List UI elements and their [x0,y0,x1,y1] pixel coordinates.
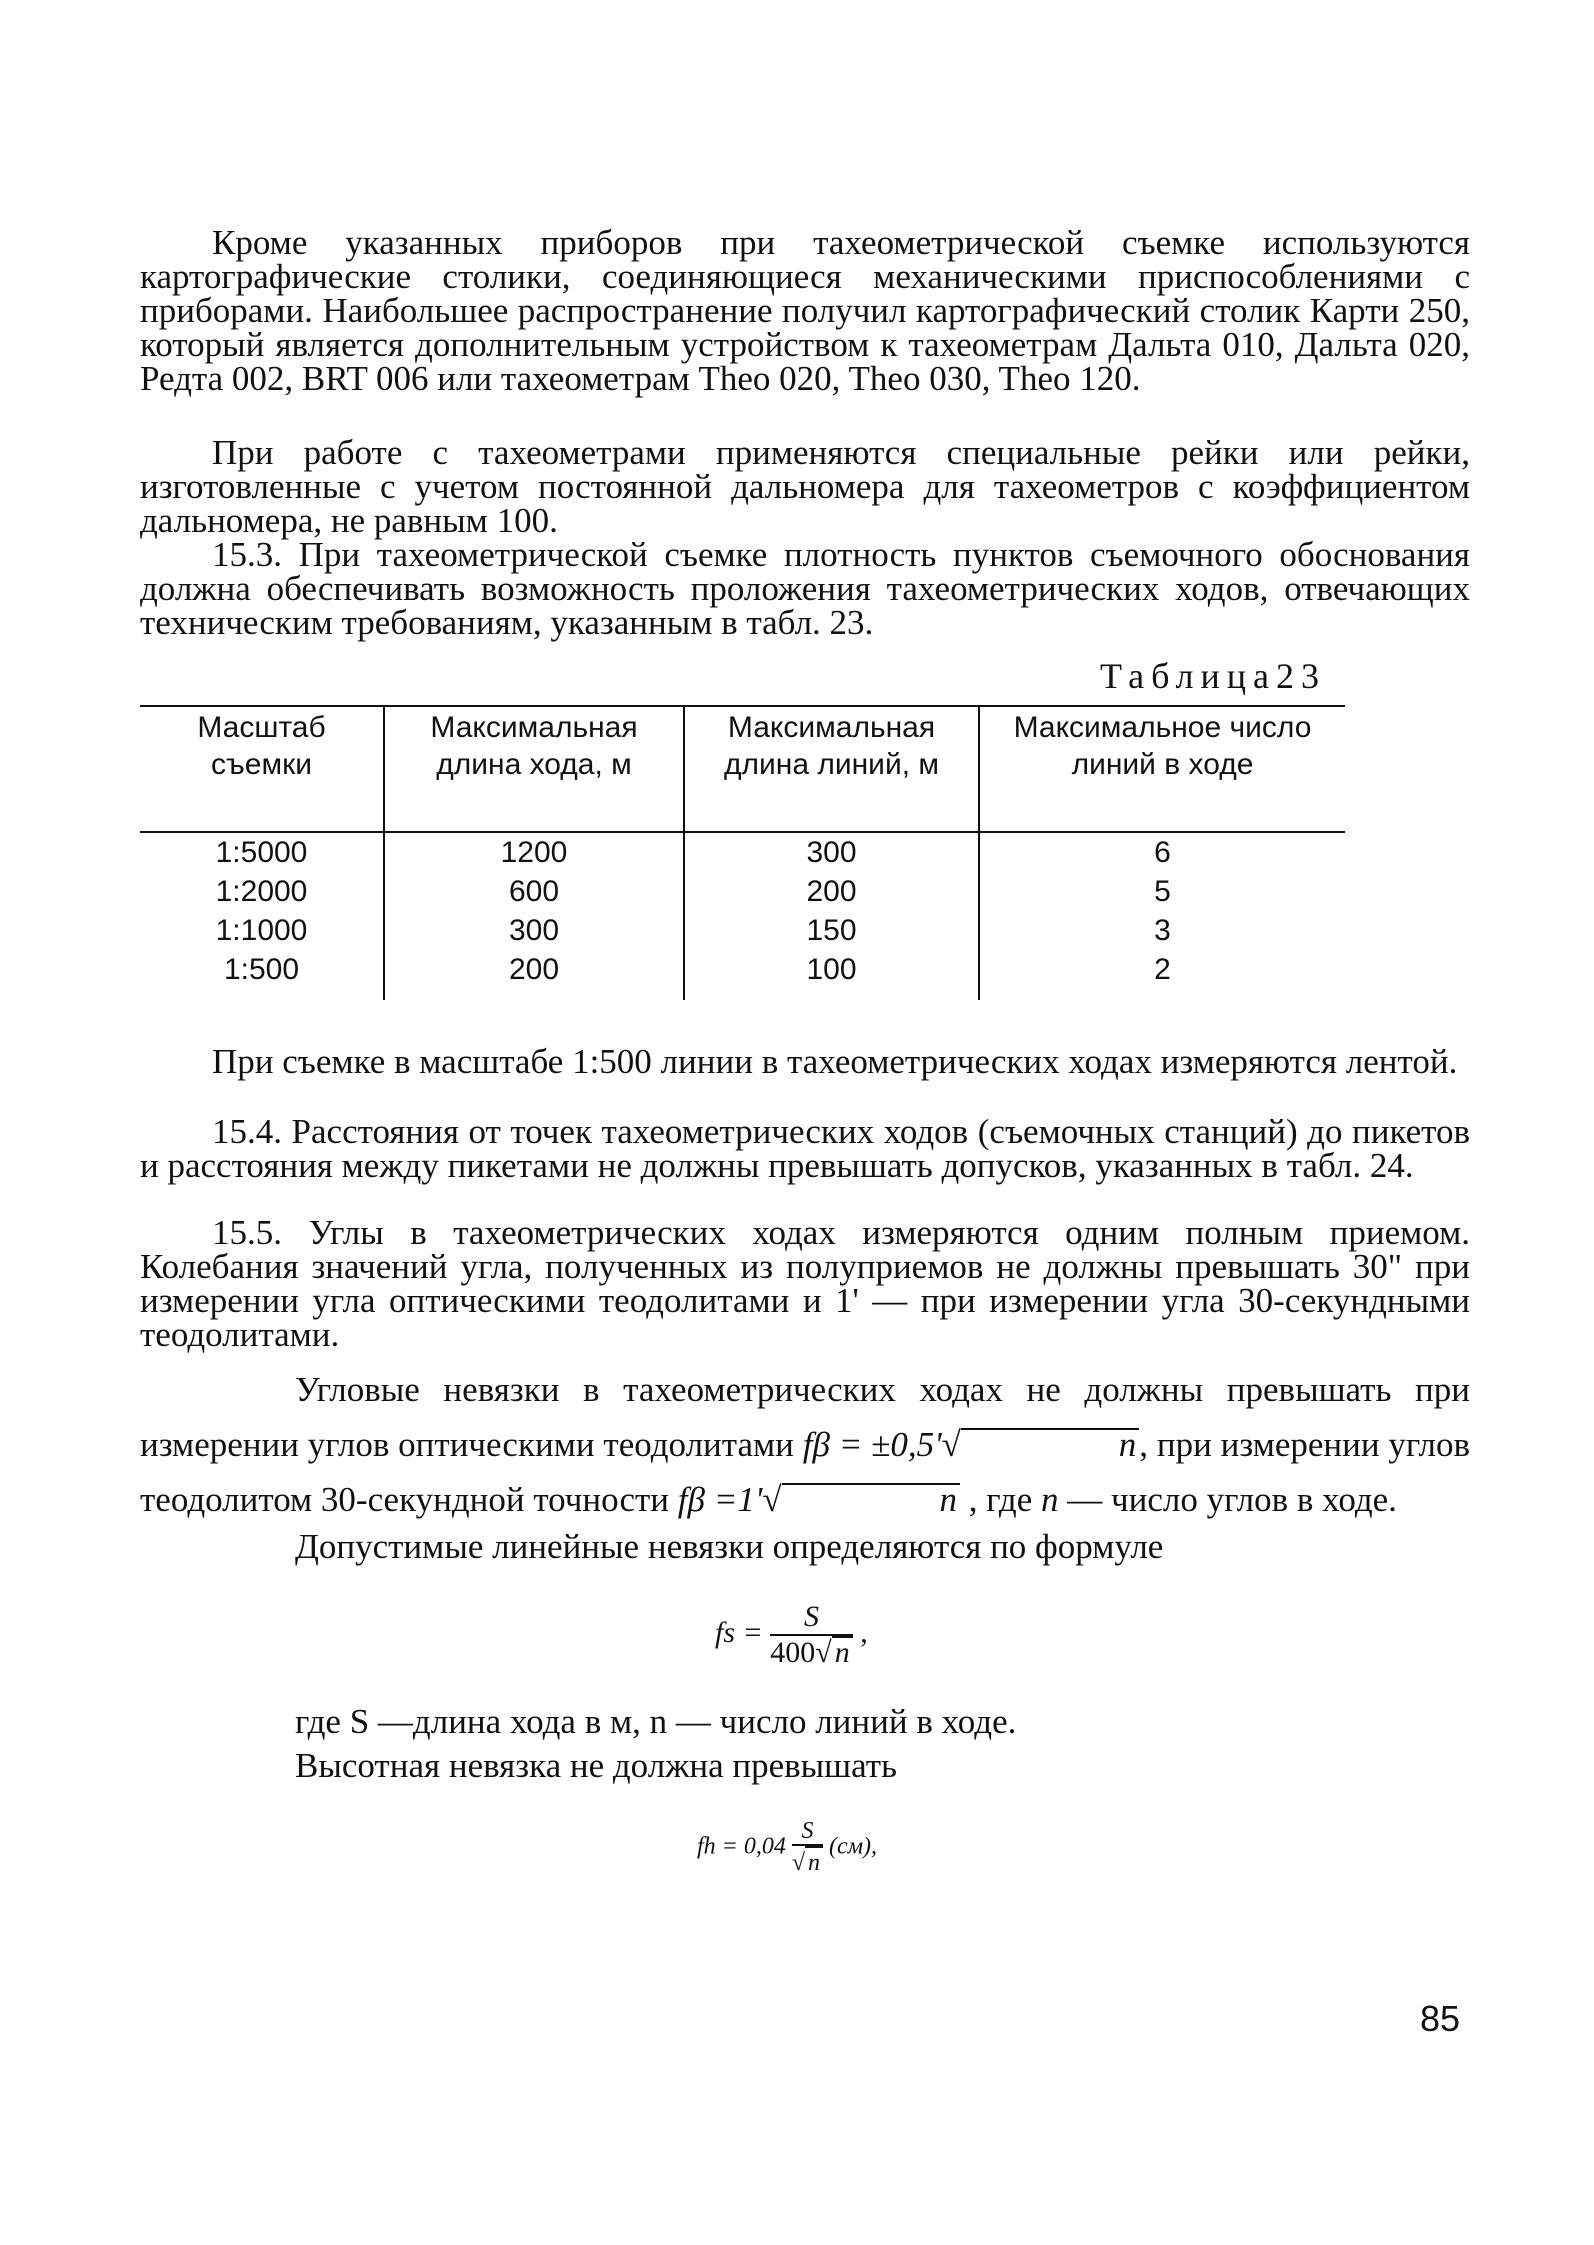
variable-n: n [1041,1480,1059,1519]
table-cell: 1:500 [223,953,300,986]
table-cell: 6 [979,832,1345,872]
table-cell: 2 [979,950,1345,1000]
text-run: — число углов в ходе. [1058,1480,1397,1519]
paragraph-height-misclosure: Высотная невязка не должна превышать [295,1746,898,1785]
paragraph-section-15-3: 15.3. При тахеометрической съемке плотность пунктов съемочного обоснования должна обеспечивать возможность проложения тахеометрических ходов, отвечающих техническим требованиям, указанным в табл. 23. [140,535,1470,642]
sqrt-n: n [961,1428,1140,1460]
table-cell: 200 [384,950,684,1000]
table-cell: 300 [384,911,684,950]
sqrt-n: n [832,1636,853,1668]
formula-height-misclosure [697,1818,877,1878]
sqrt-n: n [782,1483,961,1515]
traverse-requirements-table [140,705,1345,1000]
table-row [140,832,1345,872]
paragraph-special-rods: При работе с тахеометрами применяются специальные рейки или рейки, изготовленные с учетом постоянной дальномера для тахеометров с коэффициентом дальномера, не равным 100. [140,433,1470,540]
formula-tail: , [860,1615,868,1649]
table-row [140,872,1345,911]
fraction-numerator: S [770,1600,852,1636]
table-cell: 5 [979,872,1345,911]
denominator-coefficient: 400 [770,1636,816,1669]
table-cell: 1:1000 [215,914,308,947]
table-row [140,950,1345,1000]
text-run: , где [960,1480,1041,1519]
paragraph-angular-misclosure: Угловые невязки в тахеометрических ходах не должны превышать при измерении углов оптическими теодолитами fβ = ±0,5'√ n, при измерении углов теодолитом 30-секундной точности fβ =1'√ n , где n — число углов в ходе. [140,1370,1470,1519]
fraction-denominator: 400√ n [770,1636,852,1670]
column-header-line-length: Максимальная длина линий, м [684,706,979,832]
table-cell: 1:2000 [215,875,308,908]
table-cell: 3 [979,911,1345,950]
table-caption: Таблица23 [1100,656,1326,696]
paragraph-where-s: где S —длина хода в м, n — число линий в ходе. [295,1702,1017,1741]
column-header-line-count: Максимальное число линий в ходе [979,706,1345,832]
column-header-scale: Масштаб съемки [140,706,384,832]
formula-tail: (см), [829,1833,877,1860]
table-cell: 600 [384,872,684,911]
table-cell: 100 [684,950,979,1000]
paragraph-tape-measure: При съемке в масштабе 1:500 линии в тахеометрических ходах измеряются лентой. [212,1042,1458,1081]
paragraph-section-15-5: 15.5. Углы в тахеометрических ходах измеряются одним полным приемом. Колебания значений угла, полученных из полуприемов не должны превышать 30" при измерении угла оптическими теодолитами и 1' — при измерении угла 30-секундными теодолитами. [140,1213,1470,1354]
table-cell: 200 [684,872,979,911]
paragraph-section-15-4: 15.4. Расстояния от точек тахеометрических ходов (съемочных станций) до пикетов и расстояния между пикетами не должны превышать допусков, указанных в табл. 24. [140,1112,1470,1185]
fraction-numerator: S [792,1818,823,1846]
table-cell: 300 [684,832,979,872]
text-run: Угловые невязки в тахеометрических ходах не должны превышать при измерении углов оптическими теодолитами [140,1370,1470,1464]
table-header-row [140,706,1345,832]
page-number: 85 [1420,1998,1461,2039]
formula-lhs: fh = 0,04 [697,1833,786,1860]
formula-optical: fβ = ±0,5' [802,1425,942,1464]
table-cell: 150 [684,911,979,950]
table-cell: 1200 [384,832,684,872]
paragraph-linear-misclosure: Допустимые линейные невязки определяются по формуле [295,1527,1164,1566]
formula-linear-misclosure [715,1600,868,1670]
fraction [770,1600,852,1670]
fraction [792,1818,823,1878]
table-cell: 1:5000 [215,836,308,869]
paragraph-equipment-tables: Кроме указанных приборов при тахеометрической съемке используются картографические столики, соединяющиеся механическими приспособлениями с приборами. Наибольшее распространение получил картографический столик Карти 250, который является дополнительным устройством к тахеометрам Дальта 010, Дальта 020, Редта 002, BRT 006 или тахеометрам Theo 020, Theo 030, Theo 120. [140,223,1470,398]
formula-30-second: fβ =1' [677,1480,763,1519]
sqrt-n: n [805,1846,823,1878]
formula-lhs: fs = [715,1615,763,1649]
text-run: , при измерении углов теодолитом 30-секундной точности [140,1425,1470,1519]
fraction-denominator: √ n [792,1846,823,1878]
column-header-traverse-length: Максимальная длина хода, м [384,706,684,832]
table-row [140,911,1345,950]
